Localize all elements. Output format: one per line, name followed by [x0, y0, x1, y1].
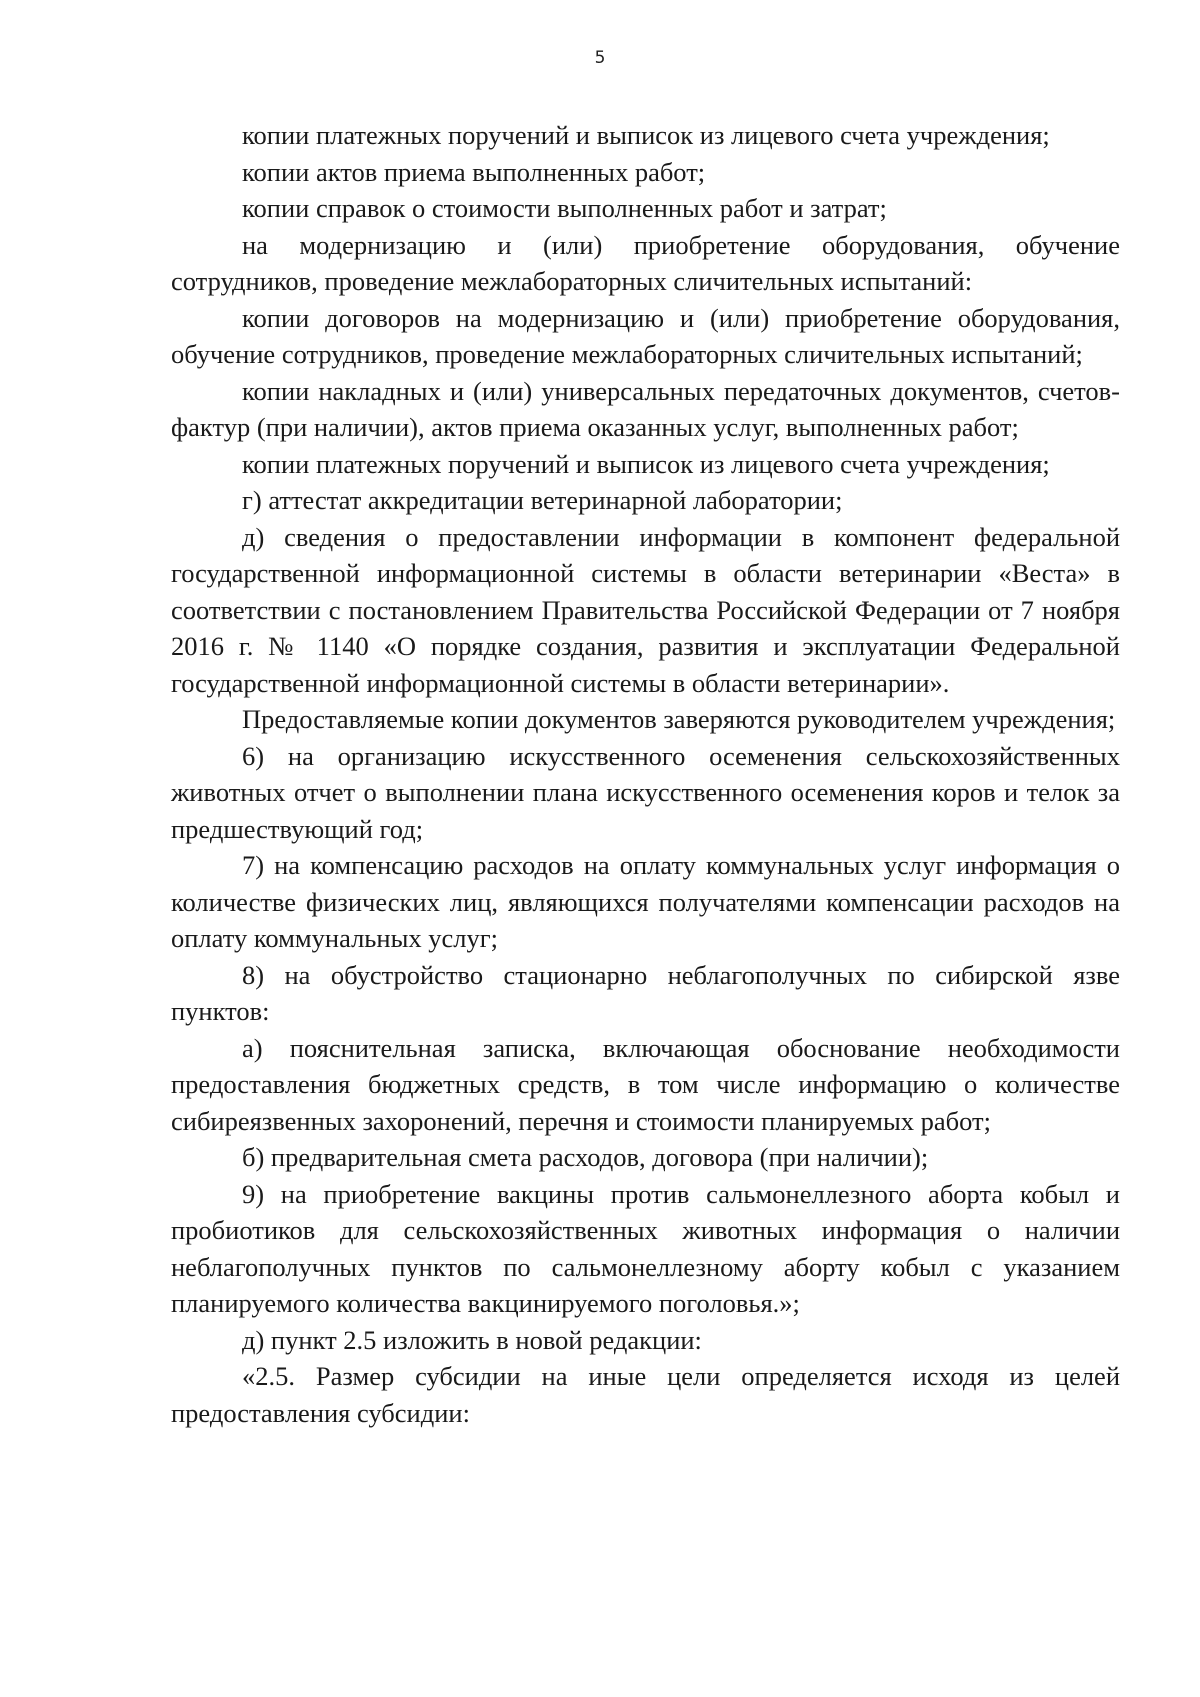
paragraph: копии договоров на модернизацию и (или) приобретение оборудования, обучение сотрудников, проведение межлабораторных сличительных испытаний;: [171, 302, 1120, 369]
document-body: [171, 117, 1120, 1431]
paragraph: г) аттестат аккредитации ветеринарной лаборатории;: [242, 485, 843, 515]
paragraph: 8) на обустройство стационарно неблагополучных по сибирской язве пунктов:: [171, 959, 1120, 1026]
paragraph: 7) на компенсацию расходов на оплату коммунальных услуг информация о количестве физических лиц, являющихся получателями компенсации расходов на оплату коммунальных услуг;: [171, 850, 1120, 953]
paragraph: д) сведения о предоставлении информации в компонент федеральной государственной информационной системы в области ветеринарии «Веста» в соответствии с постановлением Правительства Российской Федерации от 7 ноября 2016 г. № 1140 «О порядке создания, развития и эксплуатации Федеральной государственной информационной системы в области ветеринарии».: [171, 521, 1120, 698]
paragraph: «2.5. Размер субсидии на иные цели определяется исходя из целей предоставления субсидии:: [171, 1361, 1120, 1428]
paragraph: копии накладных и (или) универсальных передаточных документов, счетов-фактур (при наличии), актов приема оказанных услуг, выполненных работ;: [171, 375, 1120, 442]
paragraph: копии платежных поручений и выписок из лицевого счета учреждения;: [242, 448, 1050, 479]
paragraph: 9) на приобретение вакцины против сальмонеллезного аборта кобыл и пробиотиков для сельскохозяйственных животных информация о наличии неблагополучных пунктов по сальмонеллезному аборту кобыл с указанием планируемого количества вакцинируемого поголовья.»;: [171, 1178, 1120, 1318]
paragraph: 6) на организацию искусственного осеменения сельскохозяйственных животных отчет о выполнении плана искусственного осеменения коров и телок за предшествующий год;: [171, 740, 1120, 844]
page-number: 5: [594, 48, 606, 68]
paragraph: д) пункт 2.5 изложить в новой редакции:: [242, 1324, 702, 1355]
paragraph: а) пояснительная записка, включающая обоснование необходимости предоставления бюджетных средств, в том числе информацию о количестве сибиреязвенных захоронений, перечня и стоимости планируемых работ;: [171, 1032, 1120, 1136]
paragraph: на модернизацию и (или) приобретение оборудования, обучение сотрудников, проведение межлабораторных сличительных испытаний:: [171, 229, 1120, 296]
paragraph: копии актов приема выполненных работ;: [242, 156, 706, 187]
paragraph: Предоставляемые копии документов заверяются руководителем учреждения;: [242, 704, 1116, 734]
paragraph: копии справок о стоимости выполненных работ и затрат;: [242, 193, 887, 223]
paragraph: копии платежных поручений и выписок из лицевого счета учреждения;: [242, 120, 1050, 150]
paragraph: б) предварительная смета расходов, договора (при наличии);: [242, 1142, 929, 1172]
